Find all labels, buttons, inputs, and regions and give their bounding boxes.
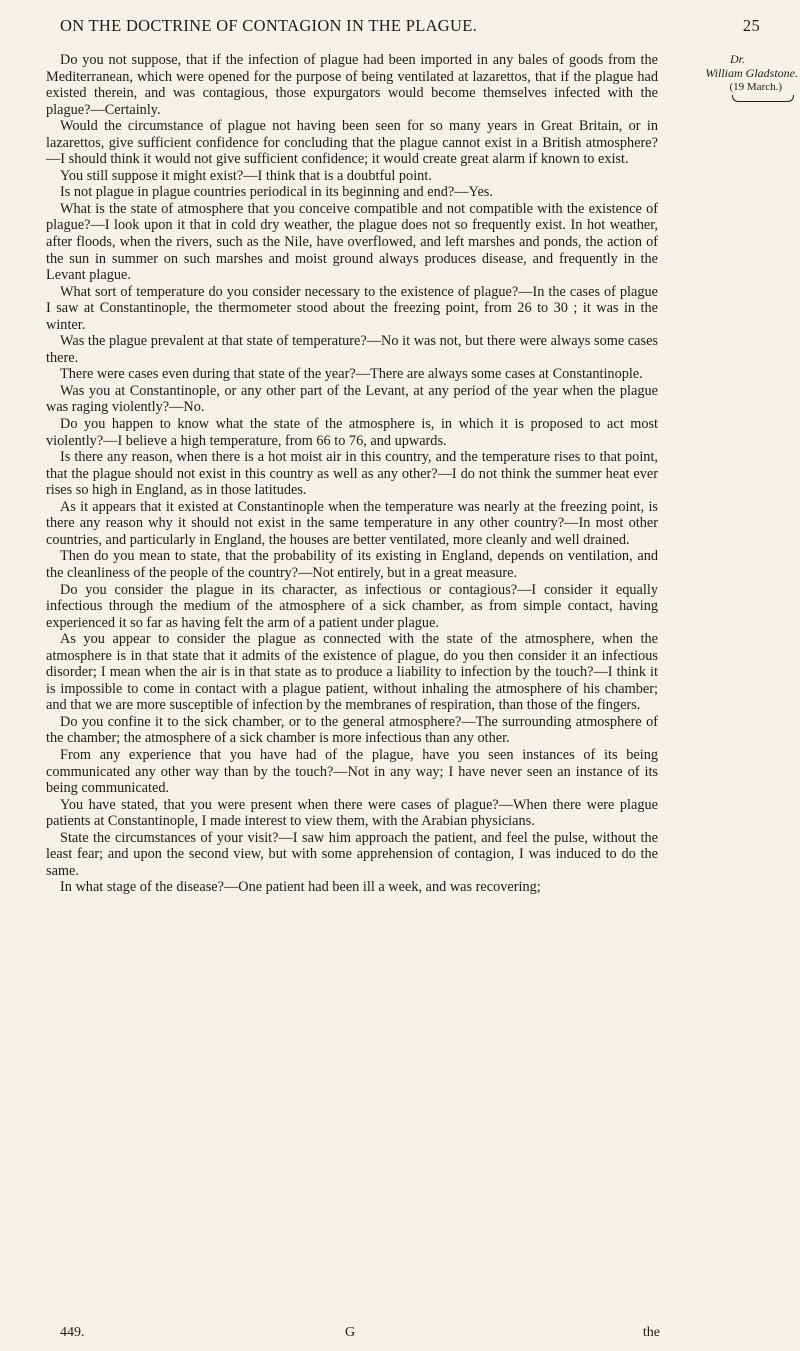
paragraph: What sort of temperature do you consider necessary to the existence of plague?—In the cases of plague I saw at Constantinople, the thermometer stood about the freezing point, from 26 to 30 ; it was in the winter. (46, 283, 658, 333)
paragraph: As you appear to consider the plague as connected with the state of the atmosphere, when the atmosphere is in that state that it admits of the existence of plague, do you then consider it an infectious disorder; I mean when the air is in that state as to produce a liability to infection by the touch?—I think it is impossible to come in contact with a plague patient, without inhaling the atmosphere of his chamber; and that we are more susceptible of infection by the membranes of respiration, than those of the fingers. (46, 631, 658, 714)
sheet-number: 449. (60, 1325, 85, 1340)
margin-brace (732, 95, 794, 102)
paragraph: What is the state of atmosphere that you conceive compatible and not compatible with the existence of plague?—I look upon it that in cold dry weather, the plague does not so frequently exist. In hot weather, after floods, when the rivers, such as the Nile, have overflowed, and left marshes and ponds, the action of the sun in summer on such marshes and moist ground always produces disease, and frequently in the Levant plague. (46, 200, 658, 284)
paragraph: Was you at Constantinople, or any other part of the Levant, at any period of the year when the plague was raging violently?—No. (46, 382, 658, 416)
paragraph: There were cases even during that state of the year?—There are always some cases at Constantinople. (60, 366, 643, 383)
paragraph: You have stated, that you were present when there were cases of plague?—When there were plague patients at Constantinople, I made interest to view them, with the Arabian physicians. (46, 796, 658, 830)
paragraph: You still suppose it might exist?—I think that is a doubtful point. (60, 167, 432, 184)
paragraph: Would the circumstance of plague not having been seen for so many years in Great Britain, or in lazarettos, give sufficient confidence for concluding that the plague cannot exist in a British atmosphere?—I should think it would not give sufficient confidence; it would create great alarm if known to exist. (46, 118, 658, 168)
paragraph: Do you consider the plague in its character, as infectious or contagious?—I consider it equally infectious through the medium of the atmosphere of a sick chamber, as from simple contact, having experienced it so far as having felt the arm of a patient under plague. (46, 581, 658, 631)
witness-name: William Gladstone. (705, 66, 798, 80)
paragraph: Do you confine it to the sick chamber, or to the general atmosphere?—The surrounding atmosphere of the chamber; the atmosphere of a sick chamber is more infectious than any other. (46, 713, 658, 747)
witness-date: (19 March.) (729, 81, 782, 93)
paragraph: In what stage of the disease?—One patient had been ill a week, and was recovering; (60, 879, 541, 896)
page-number: 25 (742, 16, 760, 35)
catchword: the (642, 1325, 660, 1340)
paragraph: Then do you mean to state, that the probability of its existing in England, depends on ventilation, and the cleanliness of the people of the country?—Not entirely, but in a great measure. (46, 548, 658, 581)
paragraph: As it appears that it existed at Constantinople when the temperature was nearly at the freezing point, is there any reason why it should not exist in the same temperature in any other country?—In most other countries, and particularly in England, the houses are better ventilated, more cleanly and well drained. (46, 498, 658, 548)
signature-mark: G (345, 1325, 356, 1340)
paragraph: Do you happen to know what the state of the atmosphere is, in which it is proposed to act most violently?—I believe a high temperature, from 66 to 76, and upwards. (46, 416, 658, 449)
paragraph: From any experience that you have had of the plague, have you seen instances of its being communicated any other way than by the touch?—Not in any way; I have never seen an instance of its being communicated. (46, 746, 658, 797)
paragraph: Was the plague prevalent at that state of temperature?—No it was not, but there were always some cases there. (46, 333, 658, 366)
paragraph: Is not plague in plague countries periodical in its beginning and end?—Yes. (60, 184, 493, 201)
witness-prefix: Dr. (730, 52, 746, 66)
paragraph: Is there any reason, when there is a hot moist air in this country, and the temperature rises to that point, that the plague should not exist in this country as well as any other?—I do not think the summer heat ever rises so high in England, as in those latitudes. (46, 449, 658, 499)
paragraph: Do you not suppose, that if the infection of plague had been imported in any bales of goods from the Mediterranean, which were opened for the purpose of being ventilated at lazarettos, that if the plague had existed therein, and was contagious, those expurgators would become themselves infected with the plague?—Certainly. (46, 52, 658, 118)
paragraph: State the circumstances of your visit?—I saw him approach the patient, and feel the pulse, without the least fear; and upon the second view, but with some apprehension of contagion, I was induced to do the same. (46, 829, 658, 879)
body-text (46, 52, 658, 896)
page-header-title: ON THE DOCTRINE OF CONTAGION IN THE PLAGUE. (60, 16, 478, 35)
witness-margin-note (660, 52, 800, 102)
